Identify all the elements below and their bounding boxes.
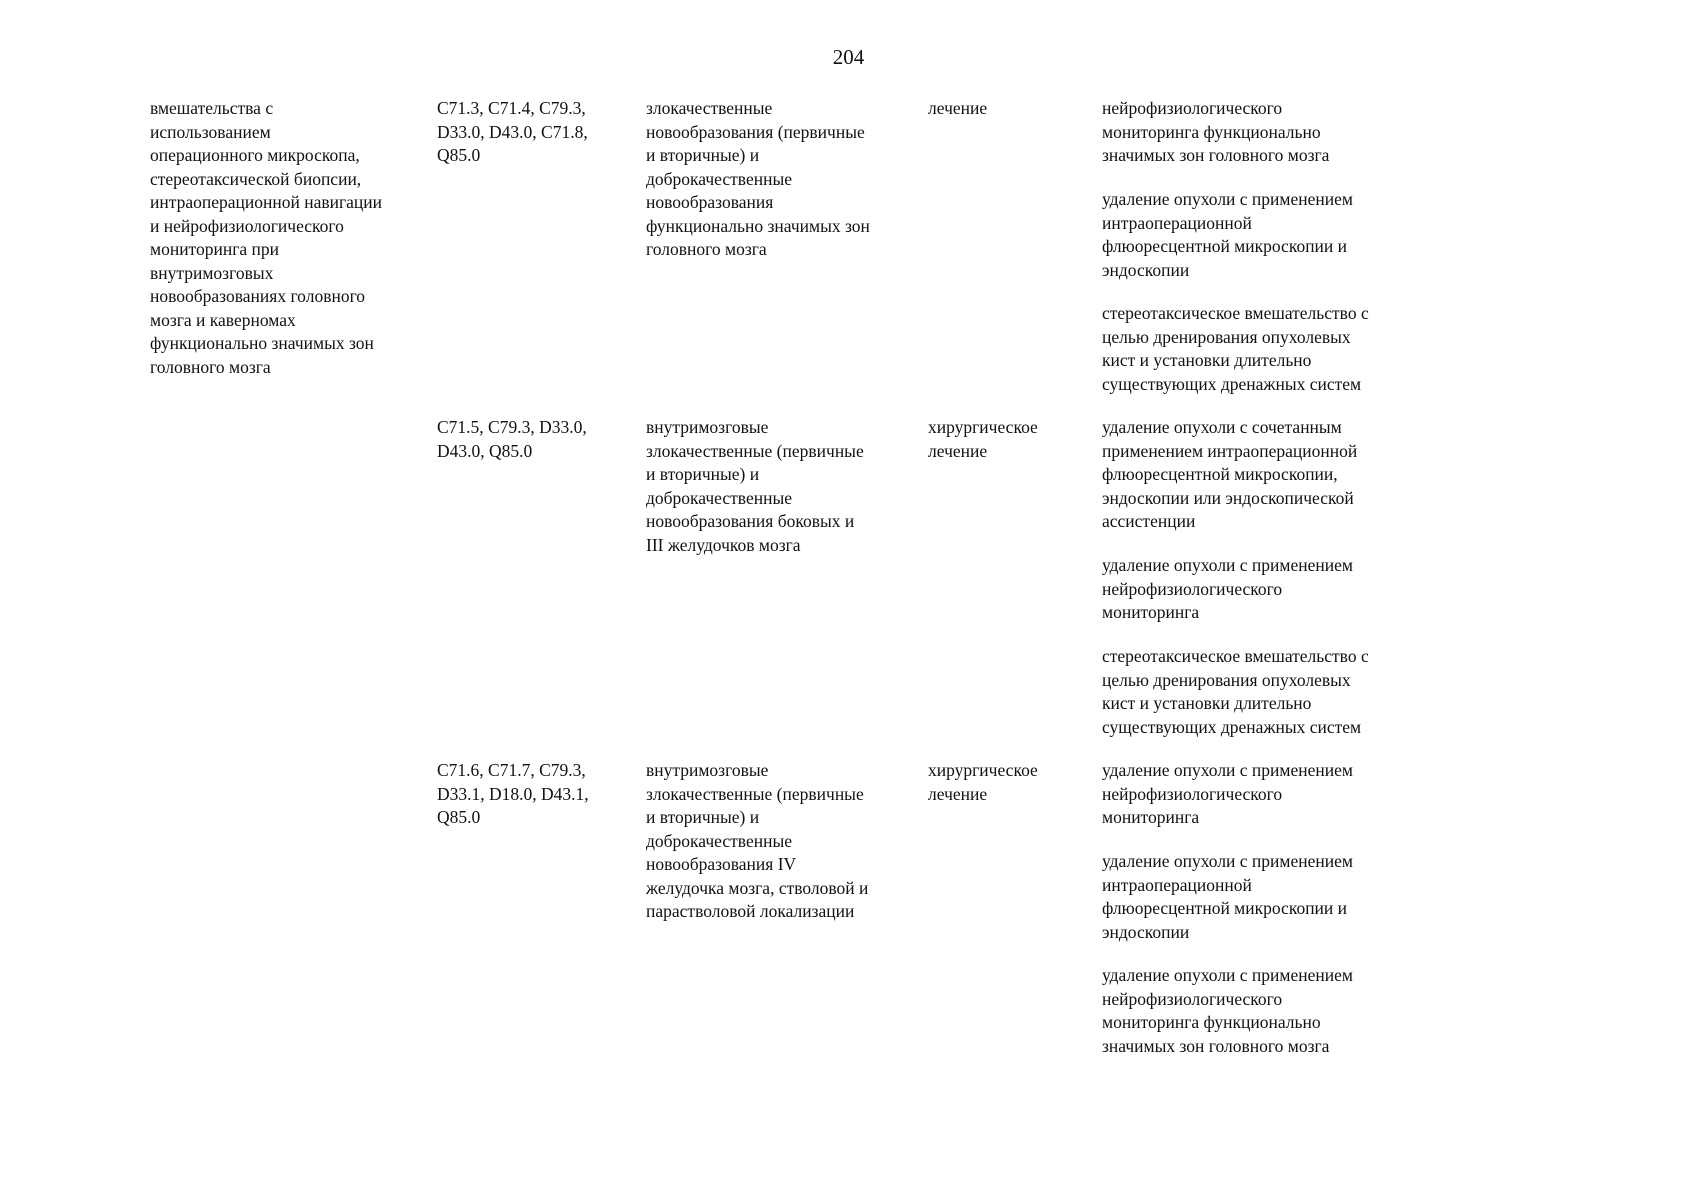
- row-3-treatment-2: удаление опухоли с применением интраоперационной флюоресцентной микроскопии и эндоскопии: [1102, 851, 1353, 942]
- row-1-treatment-3: стереотаксическое вмешательство с целью дренирования опухолевых кист и установки длительно существующих дренажных систем: [1102, 303, 1369, 394]
- row-2-codes: C71.5, C79.3, D33.0, D43.0, Q85.0: [437, 417, 587, 461]
- row-3-treatment-3: удаление опухоли с применением нейрофизиологического мониторинга функционально значимых зон головного мозга: [1102, 965, 1353, 1056]
- row-1-treatment-2: удаление опухоли с применением интраоперационной флюоресцентной микроскопии и эндоскопии: [1102, 189, 1353, 280]
- row-2-model: внутримозговые злокачественные (первичные и вторичные) и доброкачественные новообразования боковых и III желудочков мозга: [646, 417, 864, 555]
- row-2-treatment-type: хирургическое лечение: [928, 417, 1038, 461]
- row-2-treatment-3: стереотаксическое вмешательство с целью дренирования опухолевых кист и установки длительно существующих дренажных систем: [1102, 646, 1369, 737]
- row-3-treatment-type: хирургическое лечение: [928, 760, 1038, 804]
- row-3-model: внутримозговые злокачественные (первичные и вторичные) и доброкачественные новообразования IV желудочка мозга, стволовой и парастволовой локализации: [646, 760, 869, 921]
- row-1-treatment-type: лечение: [928, 98, 988, 118]
- page-number: 204: [832, 45, 865, 69]
- row-1-codes: C71.3, C71.4, C79.3, D33.0, D43.0, C71.8, Q85.0: [437, 98, 588, 165]
- method-description: вмешательства с использованием операционного микроскопа, стереотаксической биопсии, интраоперационной навигации и нейрофизиологического мониторинга при внутримозговых новообразованиях головного мозга и каверномах функционально значимых зон головного мозга: [150, 98, 383, 377]
- row-2-treatment-1: удаление опухоли с сочетанным применением интраоперационной флюоресцентной микроскопии, эндоскопии или эндоскопической ассистенции: [1102, 417, 1358, 531]
- row-1-treatment-1: нейрофизиологического мониторинга функционально значимых зон головного мозга: [1102, 98, 1330, 165]
- row-3-codes: C71.6, C71.7, C79.3, D33.1, D18.0, D43.1, Q85.0: [437, 760, 589, 827]
- row-3-treatment-1: удаление опухоли с применением нейрофизиологического мониторинга: [1102, 760, 1353, 827]
- row-1-model: злокачественные новообразования (первичные и вторичные) и доброкачественные новообразования функционально значимых зон головного мозга: [646, 98, 870, 259]
- row-2-treatment-2: удаление опухоли с применением нейрофизиологического мониторинга: [1102, 555, 1353, 622]
